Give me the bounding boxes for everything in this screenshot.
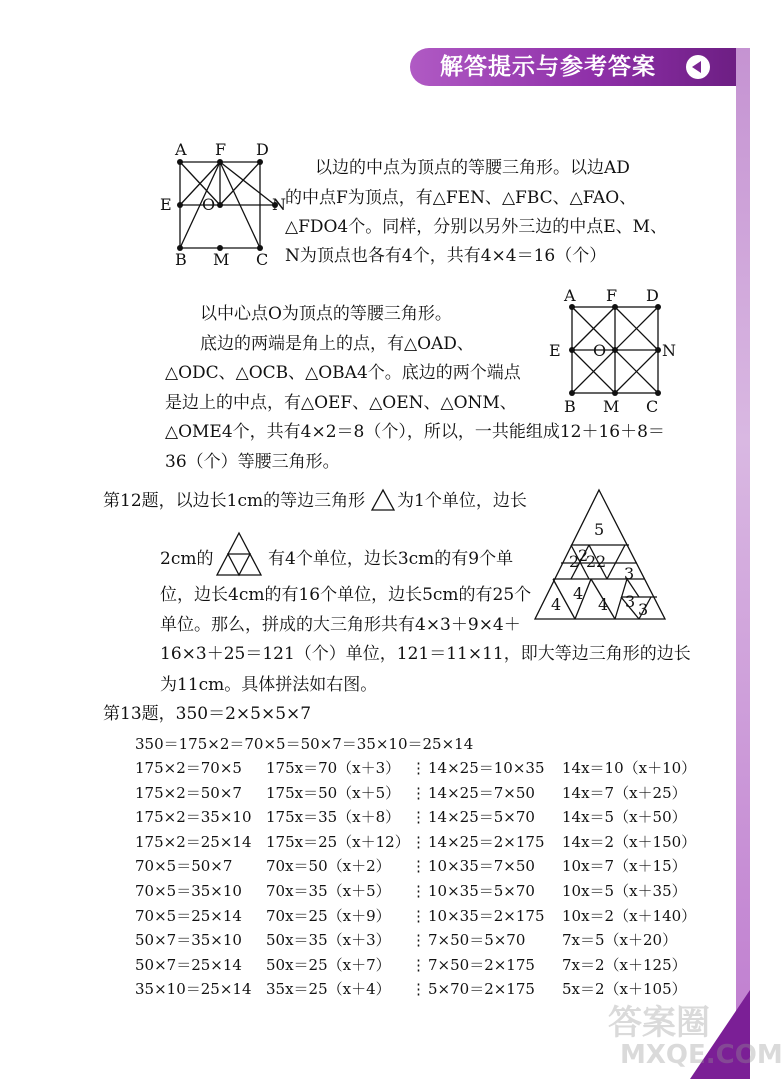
tri-number: 2 xyxy=(578,546,589,565)
para2-line: 36（个）等腰三角形。 xyxy=(165,452,340,472)
watermark-logo: 答案圈 xyxy=(608,1003,710,1043)
q13-left-solution: 50x＝35（x＋3） xyxy=(266,931,391,950)
para1-line: 以边的中点为顶点的等腰三角形。以边AD xyxy=(315,158,630,178)
tri-number: 3 xyxy=(624,564,635,583)
q13-left-equation: 175×2＝70×5 xyxy=(135,759,242,777)
q12-line6: 为11cm。具体拼法如右图。 xyxy=(160,675,378,695)
q13-left-equation: 70×5＝50×7 xyxy=(135,857,233,876)
q13-left-equation: 70×5＝25×14 xyxy=(135,906,242,925)
q13-right-solution: 10x＝7（x＋15） xyxy=(562,857,687,876)
divider-dots: ⋮ xyxy=(411,931,426,950)
fig2-label-c: C xyxy=(646,397,659,416)
q12-line1b: 为1个单位，边长 xyxy=(397,491,527,511)
para2-line: △OME4个，共有4×2＝8（个），所以，一共能组成12＋16＋8＝ xyxy=(165,422,665,442)
q13-right-solution: 14x＝7（x＋25） xyxy=(562,783,687,802)
q13-left-solution: 175x＝35（x＋8） xyxy=(266,808,401,827)
q13-right-solution: 7x＝5（x＋20） xyxy=(562,931,678,950)
fig1-label-c: C xyxy=(256,250,269,269)
q13-right-equation: 10×35＝7×50 xyxy=(428,857,535,876)
tri-number: 2 xyxy=(569,552,580,571)
q13-right-solution: 10x＝2（x＋140） xyxy=(562,906,697,925)
divider-dots: ⋮ xyxy=(411,980,426,999)
fig1-label-a: A xyxy=(175,140,187,159)
fig2-label-o: O xyxy=(593,341,607,360)
q13-right-solution: 5x＝2（x＋105） xyxy=(562,980,687,999)
q13-summary: 350＝175×2＝70×5＝50×7＝35×10＝25×14 xyxy=(135,735,474,753)
fig2-label-a: A xyxy=(564,286,576,305)
tri-number: 4 xyxy=(551,595,562,614)
q12-line3: 位，边长4cm的有16个单位，边长5cm的有25个 xyxy=(160,585,532,605)
q13-left-solution: 70x＝25（x＋9） xyxy=(266,906,391,925)
side-decoration xyxy=(736,48,750,1028)
q13-left-equation: 35×10＝25×14 xyxy=(135,980,252,999)
q13-right-equation: 14×25＝10×35 xyxy=(428,759,545,777)
q13-left-equation: 175×2＝50×7 xyxy=(135,783,242,802)
q13-left-equation: 50×7＝25×14 xyxy=(135,955,242,974)
divider-dots: ⋮ xyxy=(411,882,426,900)
small-triangle-icon xyxy=(370,488,396,512)
q13-left-equation: 175×2＝35×10 xyxy=(135,808,252,827)
divider-dots: ⋮ xyxy=(411,955,426,974)
fig1-label-b: B xyxy=(175,250,187,269)
divider-dots: ⋮ xyxy=(411,783,426,802)
fig1-label-e: E xyxy=(160,195,172,214)
divider-dots: ⋮ xyxy=(411,857,426,876)
para2-line: 是边上的中点，有△OEF、△OEN、△ONM、 xyxy=(165,393,517,413)
q13-left-solution: 175x＝70（x＋3） xyxy=(266,759,401,777)
q13-right-equation: 5×70＝2×175 xyxy=(428,980,535,999)
q13-left-solution: 70x＝35（x＋5） xyxy=(266,882,391,900)
fig2-label-m: M xyxy=(603,397,620,416)
q13-right-equation: 7×50＝2×175 xyxy=(428,955,535,974)
fig1-label-m: M xyxy=(213,250,230,269)
q13-right-solution: 14x＝10（x＋10） xyxy=(562,759,697,777)
q13-right-solution: 14x＝5（x＋50） xyxy=(562,808,687,827)
page-header-title: 解答提示与参考答案 xyxy=(440,54,656,80)
tri-number: 2 xyxy=(596,552,607,571)
q13-left-equation: 175×2＝25×14 xyxy=(135,832,252,851)
fig2-label-d: D xyxy=(646,286,659,305)
q12-line2b: 有4个单位，边长3cm的有9个单 xyxy=(268,549,514,569)
para2-line: △ODC、△OCB、△OBA4个。底边的两个端点 xyxy=(165,363,521,383)
fig1-label-n: N xyxy=(272,195,286,214)
q13-left-equation: 50×7＝35×10 xyxy=(135,931,242,950)
para2-line: 以中心点O为顶点的等腰三角形。 xyxy=(200,304,452,324)
q12-line5: 16×3＋25＝121（个）单位，121＝11×11，即大等边三角形的边长 xyxy=(160,644,691,664)
q13-right-equation: 7×50＝5×70 xyxy=(428,931,526,950)
back-arrow-icon[interactable] xyxy=(686,55,710,79)
para1-line: △FDO4个。同样，分别以另外三边的中点E、M、 xyxy=(285,217,668,237)
q13-right-equation: 14×25＝5×70 xyxy=(428,808,535,827)
fig2-label-n: N xyxy=(662,341,676,360)
tri-number: 4 xyxy=(573,584,584,603)
tri-number: 2 xyxy=(586,552,597,571)
q13-right-equation: 10×35＝5×70 xyxy=(428,882,535,900)
q13-left-solution: 175x＝25（x＋12） xyxy=(266,832,410,851)
q12-line1a: 第12题，以边长1cm的等边三角形 xyxy=(103,491,366,511)
tri-number: 3 xyxy=(638,600,649,619)
tri-number: 5 xyxy=(594,520,605,539)
four-unit-triangle-icon xyxy=(214,530,264,578)
figure-square-grid xyxy=(560,295,670,405)
q12-line2a: 2cm的 xyxy=(160,549,214,569)
fig1-label-d: D xyxy=(256,140,269,159)
q13-right-solution: 10x＝5（x＋35） xyxy=(562,882,687,900)
q13-left-solution: 175x＝50（x＋5） xyxy=(266,783,401,802)
watermark-url: MXQE.COM xyxy=(620,1040,783,1070)
tri-number: 3 xyxy=(625,592,636,611)
q13-right-solution: 7x＝2（x＋125） xyxy=(562,955,687,974)
q13-left-equation: 70×5＝35×10 xyxy=(135,882,242,900)
divider-dots: ⋮ xyxy=(411,906,426,925)
para2-line: 底边的两端是角上的点，有△OAD、 xyxy=(200,334,474,354)
fig2-label-f: F xyxy=(606,286,618,305)
para1-line: N为顶点也各有4个，共有4×4＝16（个） xyxy=(285,246,607,266)
tri-number: 4 xyxy=(598,595,609,614)
q13-right-equation: 10×35＝2×175 xyxy=(428,906,545,925)
divider-dots: ⋮ xyxy=(411,832,426,851)
q13-left-solution: 70x＝50（x＋2） xyxy=(266,857,391,876)
fig2-label-b: B xyxy=(564,397,576,416)
fig2-label-e: E xyxy=(549,341,561,360)
para1-line: 的中点F为顶点，有△FEN、△FBC、△FAO、 xyxy=(285,188,637,208)
q13-right-equation: 14×25＝7×50 xyxy=(428,783,535,802)
divider-dots: ⋮ xyxy=(411,759,426,777)
q13-right-solution: 14x＝2（x＋150） xyxy=(562,832,697,851)
q13-right-equation: 14×25＝2×175 xyxy=(428,832,545,851)
q12-line4: 单位。那么，拼成的大三角形共有4×3＋9×4＋ xyxy=(160,615,521,635)
q13-heading: 第13题，350＝2×5×5×7 xyxy=(103,704,312,724)
q13-left-solution: 35x＝25（x＋4） xyxy=(266,980,391,999)
fig1-label-f: F xyxy=(215,140,227,159)
divider-dots: ⋮ xyxy=(411,808,426,827)
fig1-label-o: O xyxy=(202,195,216,214)
q13-left-solution: 50x＝25（x＋7） xyxy=(266,955,391,974)
